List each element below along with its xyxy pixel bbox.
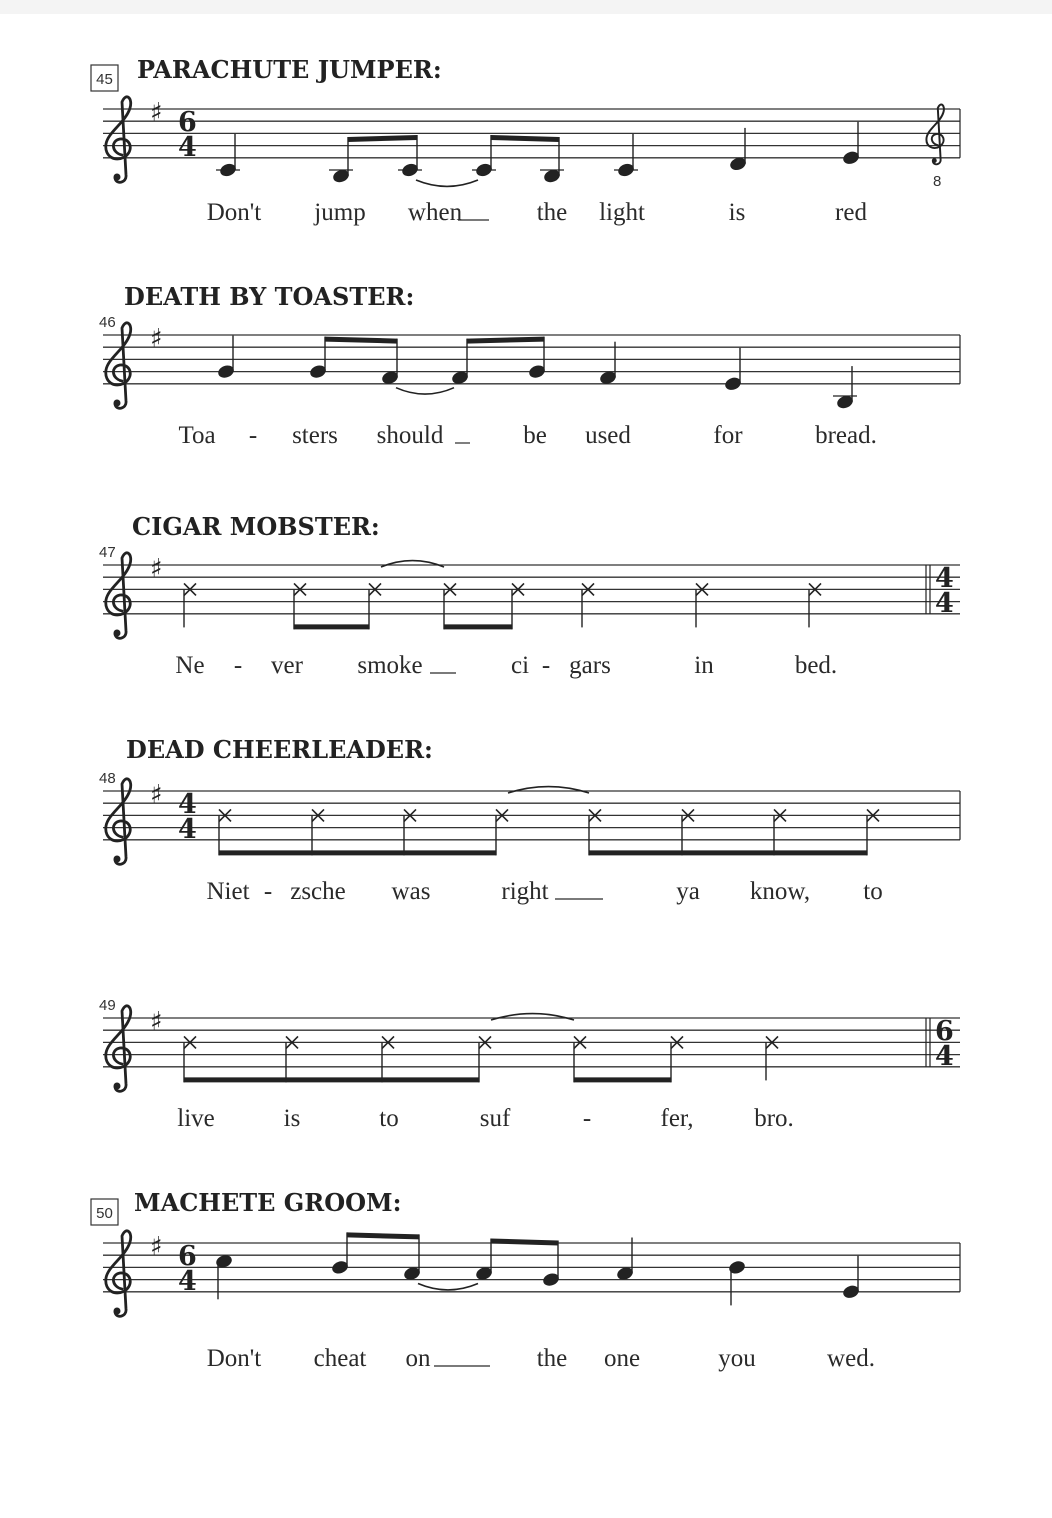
beam [589, 850, 867, 855]
lyric-syllable: to [863, 878, 883, 905]
lyric-syllable: when [407, 199, 463, 226]
measure-number: 50 [96, 1205, 113, 1222]
treble-clef-icon [106, 1006, 131, 1091]
treble-clef-icon [106, 323, 131, 408]
treble-clef-icon [106, 1231, 131, 1316]
treble-clef-icon-dot [114, 1308, 121, 1315]
sharp-key-signature-icon: ♯ [150, 780, 163, 810]
lyric-syllable: be [523, 422, 547, 449]
lyric-syllable: Don't [206, 1345, 262, 1372]
time-signature-top: 6 [935, 1016, 954, 1047]
piece-title: MACHETE GROOM: [134, 1188, 402, 1217]
lyric-syllable: one [603, 1345, 641, 1372]
beam [184, 1077, 479, 1082]
time-signature-top: 6 [178, 1241, 197, 1272]
lyric-syllable: light [599, 199, 645, 226]
measure-number: 45 [96, 71, 113, 88]
lyric-syllable: is [283, 1105, 301, 1132]
piece-title: CIGAR MOBSTER: [132, 512, 380, 541]
lyric-syllable: Don't [206, 199, 262, 226]
lyric-syllable: ya [676, 878, 700, 905]
lyric-syllable: - [233, 652, 243, 679]
lyric-syllable: was [391, 878, 431, 905]
time-signature-top: 6 [178, 107, 197, 138]
lyric-syllable: zsche [290, 878, 346, 905]
beam [491, 135, 559, 142]
lyric-syllable: in [694, 652, 714, 679]
measure-number: 47 [99, 544, 116, 561]
lyric-syllable: suf [479, 1105, 511, 1132]
system-50 [91, 1188, 960, 1372]
lyric-syllable: you [718, 1345, 756, 1372]
tie [416, 180, 478, 186]
sharp-key-signature-icon: ♯ [150, 324, 163, 354]
treble-clef-8vb-icon-dot [932, 158, 937, 163]
time-signature-top: 4 [935, 563, 954, 594]
clef-octave-mark: 8 [933, 172, 942, 190]
lyric-syllable: ver [271, 652, 303, 679]
system-47 [99, 512, 960, 679]
lyric-syllable: ci [510, 652, 530, 679]
treble-clef-icon-dot [114, 174, 121, 181]
lyric-syllable: Ne [175, 652, 205, 679]
lyric-syllable: smoke [357, 652, 423, 679]
beam [467, 337, 544, 344]
tie [491, 1014, 574, 1020]
lyric-syllable: bread. [815, 422, 877, 449]
sharp-key-signature-icon: ♯ [150, 554, 163, 584]
time-signature-bottom: 4 [178, 132, 197, 163]
treble-clef-icon-dot [114, 400, 121, 407]
lyric-syllable: to [379, 1105, 399, 1132]
beam [444, 624, 512, 629]
beam [347, 1232, 419, 1239]
lyric-syllable: should [376, 422, 444, 449]
lyric-syllable: cheat [313, 1345, 367, 1372]
system-48 [99, 735, 960, 905]
lyric-syllable: right [501, 878, 549, 905]
beam [219, 850, 496, 855]
time-signature-bottom: 4 [935, 1041, 954, 1072]
lyric-syllable: jump [314, 199, 366, 226]
lyric-syllable: used [585, 422, 631, 449]
time-signature-top: 4 [178, 789, 197, 820]
lyric-syllable: sters [292, 422, 338, 449]
measure-number: 46 [99, 314, 116, 331]
piece-title: PARACHUTE JUMPER: [137, 55, 442, 84]
beam [325, 337, 397, 344]
beam [574, 1077, 671, 1082]
beam [294, 624, 369, 629]
lyric-syllable: the [536, 199, 568, 226]
treble-clef-icon-dot [114, 1083, 121, 1090]
lyric-syllable: is [728, 199, 746, 226]
tie [508, 787, 589, 793]
tie [418, 1284, 478, 1290]
lyric-syllable: for [713, 422, 743, 449]
lyric-syllable: bed. [794, 652, 838, 679]
sharp-key-signature-icon: ♯ [150, 1232, 163, 1262]
treble-clef-icon-dot [114, 630, 121, 637]
system-49 [99, 997, 960, 1132]
treble-clef-icon-dot [114, 856, 121, 863]
treble-clef-8vb-icon [926, 105, 943, 165]
piece-title: DEATH BY TOASTER: [124, 282, 415, 311]
measure-number: 49 [99, 997, 116, 1014]
lyric-syllable: red [835, 199, 867, 226]
measure-number: 48 [99, 770, 116, 787]
tie [396, 388, 454, 394]
lyric-syllable: the [536, 1345, 568, 1372]
sharp-key-signature-icon: ♯ [150, 1007, 163, 1037]
lyric-syllable: on [405, 1345, 431, 1372]
treble-clef-icon [106, 779, 131, 864]
lyric-syllable: fer, [660, 1105, 694, 1132]
time-signature-bottom: 4 [178, 814, 197, 845]
time-signature-bottom: 4 [935, 588, 954, 619]
beam [348, 135, 417, 142]
lyric-syllable: bro. [754, 1105, 794, 1132]
system-46 [99, 282, 960, 449]
lyric-syllable: gars [569, 652, 611, 679]
lyric-syllable: - [541, 652, 551, 679]
lyric-syllable: Niet [206, 878, 250, 905]
tie [381, 561, 444, 567]
lyric-syllable: - [248, 422, 258, 449]
lyric-syllable: wed. [827, 1345, 875, 1372]
lyric-syllable: know, [749, 878, 811, 905]
system-45 [91, 55, 960, 226]
treble-clef-icon [106, 97, 131, 182]
treble-clef-icon [106, 553, 131, 638]
time-signature-bottom: 4 [178, 1266, 197, 1297]
sharp-key-signature-icon: ♯ [150, 98, 163, 128]
lyric-syllable: Toa [178, 422, 216, 449]
piece-title: DEAD CHEERLEADER: [126, 735, 433, 764]
beam [491, 1239, 558, 1246]
lyric-syllable: - [582, 1105, 592, 1132]
lyric-syllable: live [177, 1105, 215, 1132]
lyric-syllable: - [263, 878, 273, 905]
